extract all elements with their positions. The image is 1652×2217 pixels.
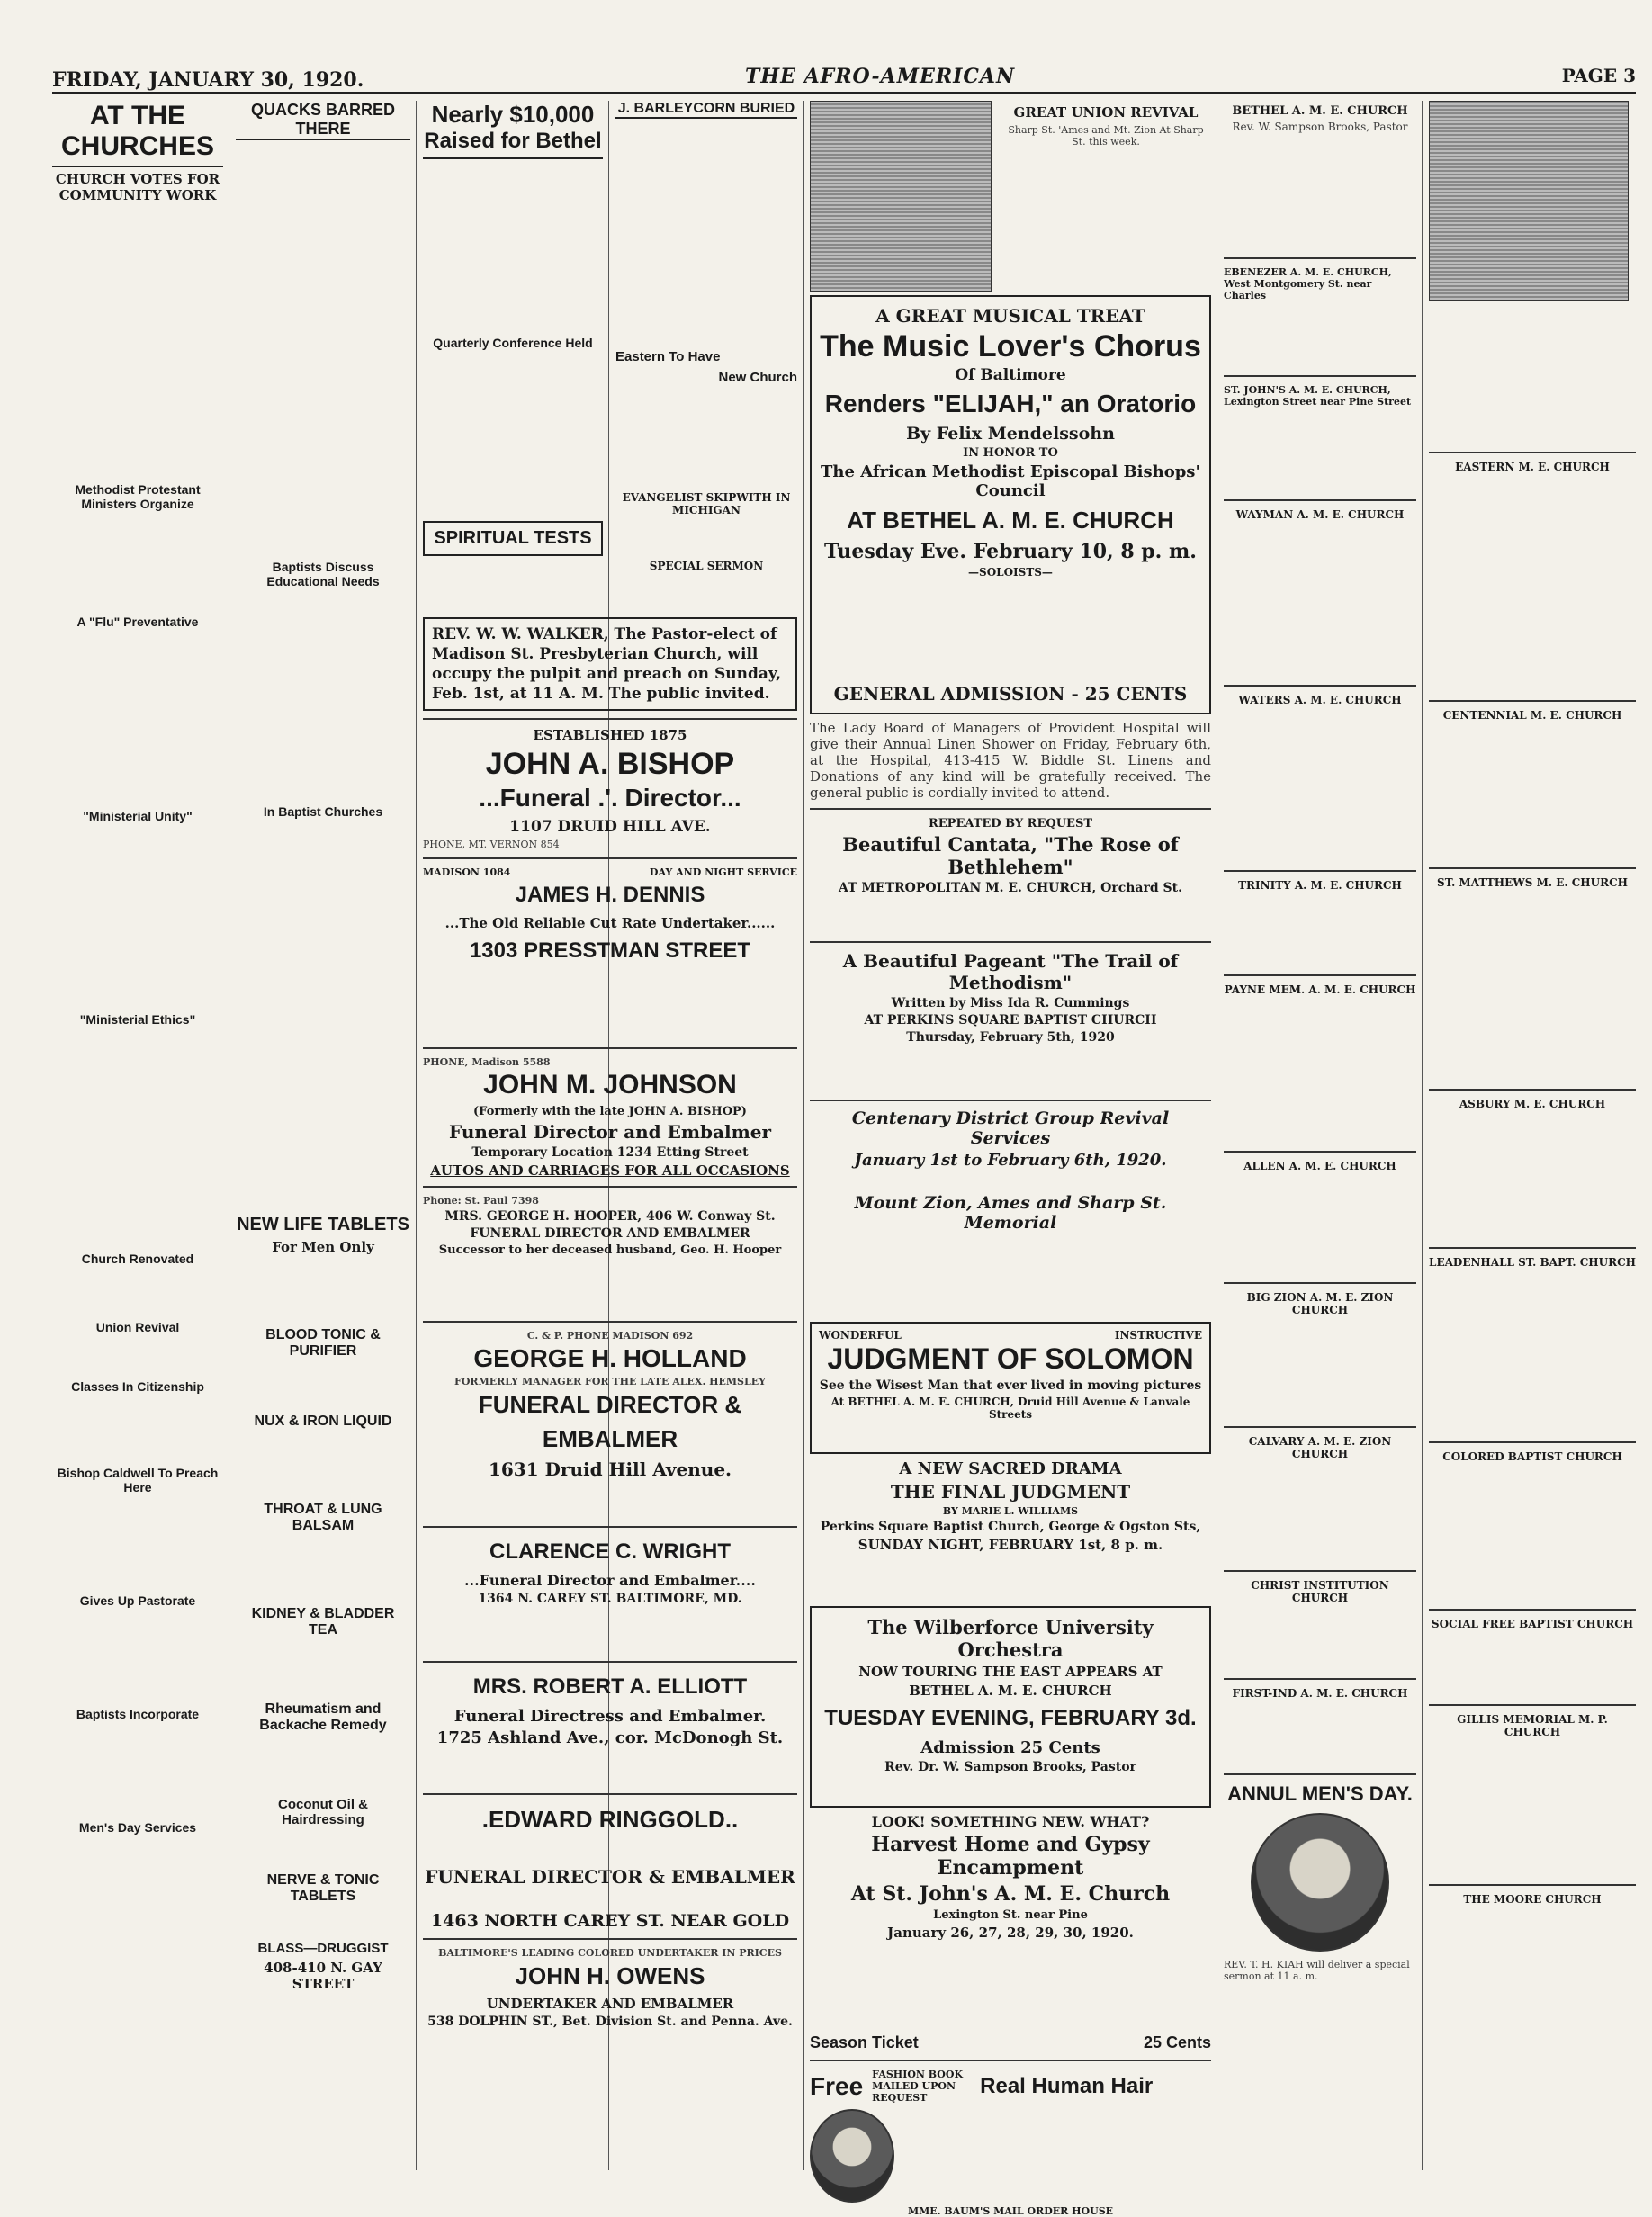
column-bethel-fund — [423, 101, 603, 605]
church-head: CENTENNIAL M. E. CHURCH — [1442, 709, 1622, 722]
cantata-at: AT METROPOLITAN M. E. CHURCH, Orchard St. — [839, 881, 1182, 895]
solomon-instructive: INSTRUCTIVE — [1114, 1329, 1202, 1342]
centenary-dates: January 1st to February 6th, 1920. — [854, 1151, 1167, 1170]
church-head: EASTERN M. E. CHURCH — [1455, 461, 1610, 473]
solomon-title: JUDGMENT OF SOLOMON — [827, 1342, 1194, 1375]
drama-at: Perkins Square Baptist Church, George & Ogston Sts, — [820, 1520, 1201, 1534]
hospital-notice: The Lady Board of Managers of Provident Hospital will give their Annual Linen Shower on Friday, February 6th, at the Hospital, 413-415 W. Biddle St. Linens and Donations of any kind will be gratefully received. The general public is cordially invited to attend. — [810, 720, 1211, 801]
church-head: BIG ZION A. M. E. ZION CHURCH — [1246, 1291, 1394, 1316]
orchestra-title: The Wilberforce University Orchestra — [867, 1616, 1154, 1661]
pageant-by: Written by Miss Ida R. Cummings — [891, 996, 1130, 1010]
musical-top: A GREAT MUSICAL TREAT — [875, 305, 1145, 327]
musical-when: Tuesday Eve. February 10, 8 p. m. — [824, 540, 1197, 563]
revival-head: GREAT UNION REVIVAL — [1013, 104, 1199, 121]
harvest-cents: 25 Cents — [1143, 2033, 1211, 2051]
pageant-at: AT PERKINS SQUARE BAPTIST CHURCH — [864, 1013, 1157, 1028]
dennis-address: 1303 PRESSTMAN STREET — [469, 938, 751, 963]
church-illustration — [810, 101, 992, 292]
hair-free: Free — [810, 2071, 864, 2100]
article-body — [52, 827, 223, 1007]
church-illustration — [1429, 101, 1629, 301]
owens-name: JOHN H. OWENS — [515, 1962, 705, 1989]
article-head: Baptists Discuss Educational Needs — [266, 560, 380, 588]
article-head: Eastern To Have — [615, 349, 721, 364]
article-body — [52, 633, 223, 803]
article-head: Men's Day Services — [78, 1820, 197, 1835]
fund-title-2: Raised for Bethel — [423, 129, 603, 159]
musical-renders: Renders "ELIJAH," an Oratorio — [824, 390, 1197, 417]
article-head: "Ministerial Ethics" — [79, 1012, 196, 1027]
spiritual-tests: SPIRITUAL TESTS — [423, 521, 603, 556]
solomon-sub: See the Wisest Man that ever lived in moving pictures — [819, 1378, 1202, 1393]
church-head: LEADENHALL ST. BAPT. CHURCH — [1429, 1256, 1636, 1269]
paper-name: THE AFRO-AMERICAN — [745, 65, 1016, 88]
bishop-name: JOHN A. BISHOP — [485, 747, 735, 781]
ad-head: NEW LIFE TABLETS — [237, 1215, 409, 1234]
pageant-when: Thursday, February 5th, 1920 — [906, 1030, 1115, 1045]
article-body — [423, 354, 603, 516]
church-head: WATERS A. M. E. CHURCH — [1238, 694, 1402, 706]
drama-when: SUNDAY NIGHT, FEBRUARY 1st, 8 p. m. — [857, 1537, 1163, 1553]
masthead — [52, 61, 1636, 94]
article-head: EVANGELIST SKIPWITH IN MICHIGAN — [622, 491, 791, 516]
kiah-portrait — [1251, 1813, 1389, 1952]
article-head: Classes In Citizenship — [71, 1379, 204, 1394]
article-body — [615, 520, 797, 556]
article-head: Baptists Incorporate — [76, 1707, 200, 1721]
johnson-address: Temporary Location 1234 Etting Street — [471, 1145, 749, 1160]
hooper-phone: Phone: St. Paul 7398 — [423, 1195, 539, 1207]
column-churches — [52, 101, 223, 2170]
centenary-title: Centenary District Group Revival Services — [851, 1108, 1170, 1148]
hooper-role: FUNERAL DIRECTOR AND EMBALMER — [470, 1226, 750, 1241]
holland-role: FUNERAL DIRECTOR & EMBALMER — [478, 1391, 742, 1452]
musical-chorus: The Music Lover's Chorus — [820, 329, 1201, 364]
johnson-former: (Formerly with the late JOHN A. BISHOP) — [473, 1105, 747, 1118]
johnson-phone: PHONE, Madison 5588 — [423, 1056, 551, 1068]
owens-address: 538 DOLPHIN ST., Bet. Division St. and Penna. Ave. — [427, 2015, 793, 2029]
elliott-name: MRS. ROBERT A. ELLIOTT — [472, 1674, 748, 1699]
harvest-street: Lexington St. near Pine — [933, 1908, 1088, 1922]
ringgold-name: .EDWARD RINGGOLD.. — [481, 1806, 739, 1833]
musical-treat-ad — [810, 295, 1211, 714]
drama-t2: THE FINAL JUDGMENT — [890, 1481, 1131, 1503]
bishop-address: 1107 DRUID HILL AVE. — [509, 818, 711, 836]
wright-name: CLARENCE C. WRIGHT — [489, 1539, 731, 1564]
church-head: SOCIAL FREE BAPTIST CHURCH — [1431, 1618, 1634, 1630]
orchestra-when: TUESDAY EVENING, FEBRUARY 3d. — [824, 1706, 1197, 1730]
orchestra-rev: Rev. Dr. W. Sampson Brooks, Pastor — [884, 1760, 1136, 1774]
church-head: ASBURY M. E. CHURCH — [1459, 1098, 1606, 1110]
hooper-name: MRS. GEORGE H. HOOPER, 406 W. Conway St. — [444, 1209, 776, 1224]
cantata-title: Beautiful Cantata, "The Rose of Bethlehem" — [842, 833, 1179, 878]
church-head: COLORED BAPTIST CHURCH — [1442, 1450, 1622, 1463]
harvest-dates: January 26, 27, 28, 29, 30, 1920. — [887, 1925, 1134, 1941]
fund-title: Nearly $10,000 — [431, 101, 595, 128]
bishop-phone: PHONE, MT. VERNON 854 — [423, 839, 560, 850]
harvest-at: At St. John's A. M. E. Church — [850, 1882, 1171, 1906]
churches-subhead: CHURCH VOTES FOR COMMUNITY WORK — [55, 171, 220, 203]
article-body — [52, 1030, 223, 1246]
hair-address: MME. BAUM'S MAIL ORDER HOUSE — [907, 2205, 1114, 2217]
ad-head: Coconut Oil & Hairdressing — [278, 1797, 368, 1827]
article-head: A "Flu" Preventative — [76, 615, 199, 629]
annul-mens-day: ANNUL MEN'S DAY. — [1227, 1782, 1413, 1805]
article-body — [236, 140, 410, 554]
solomon-wonderful: WONDERFUL — [819, 1329, 902, 1342]
article-head: SPECIAL SERMON — [649, 560, 764, 572]
ad-head: BLOOD TONIC & PURIFIER — [265, 1327, 381, 1359]
church-head: CHRIST INSTITUTION CHURCH — [1251, 1579, 1389, 1604]
event-ads — [810, 101, 1211, 2217]
article-body — [52, 1397, 223, 1460]
ad-head: NUX & IRON LIQUID — [254, 1414, 392, 1429]
article-body — [52, 1338, 223, 1374]
solomon-at: At BETHEL A. M. E. CHURCH, Druid Hill Avenue & Lanvale Streets — [830, 1396, 1190, 1421]
church-head: WAYMAN A. M. E. CHURCH — [1235, 508, 1405, 521]
ringgold-address: 1463 NORTH CAREY ST. NEAR GOLD — [430, 1911, 790, 1931]
bishop-established: ESTABLISHED 1875 — [533, 727, 687, 743]
church-head: ST. JOHN'S A. M. E. CHURCH, Lexington Street near Pine Street — [1224, 384, 1412, 408]
owens-role: UNDERTAKER AND EMBALMER — [486, 1996, 734, 2012]
drama-t1: A NEW SACRED DRAMA — [899, 1459, 1122, 1478]
article-body — [52, 1725, 223, 1815]
issue-date: FRIDAY, JANUARY 30, 1920. — [52, 68, 364, 92]
ad-head: KIDNEY & BLADDER TEA — [251, 1606, 395, 1638]
article-body — [615, 119, 797, 344]
article-head: Church Renovated — [81, 1252, 194, 1266]
article-head: Bishop Caldwell To Preach Here — [57, 1466, 219, 1494]
ringgold-role: FUNERAL DIRECTOR & EMBALMER — [425, 1866, 795, 1888]
orchestra-ad — [810, 1606, 1211, 1808]
dennis-role: ...The Old Reliable Cut Rate Undertaker...... — [444, 915, 776, 931]
church-head: PAYNE MEM. A. M. E. CHURCH — [1224, 983, 1416, 996]
article-head: Gives Up Pastorate — [79, 1593, 196, 1608]
walker-notice: REV. W. W. WALKER, The Pastor-elect of Madison St. Presbyterian Church, will occupy the pulpit and preach on Sunday, Feb. 1st, at 11 A. M. The public invited. — [423, 617, 797, 711]
ad-head: NERVE & TONIC TABLETS — [266, 1872, 380, 1904]
bishop-role: ...Funeral .'. Director... — [479, 784, 741, 812]
elliott-role: Funeral Directress and Embalmer. — [453, 1707, 767, 1726]
hair-portrait — [810, 2109, 894, 2203]
article-head: Union Revival — [95, 1320, 180, 1334]
johnson-role: Funeral Director and Embalmer — [449, 1121, 771, 1143]
holland-phone: C. & P. PHONE MADISON 692 — [526, 1330, 694, 1342]
church-head: EBENEZER A. M. E. CHURCH, West Montgomery St. near Charles — [1224, 266, 1392, 301]
article-head: J. BARLEYCORN BURIED — [615, 101, 797, 119]
elliott-address: 1725 Ashland Ave., cor. McDonogh St. — [436, 1728, 784, 1747]
article-body — [52, 515, 223, 609]
centenary-churches: Mount Zion, Ames and Sharp St. Memorial — [854, 1193, 1167, 1233]
dennis-phone: MADISON 1084 — [423, 866, 511, 878]
church-head: BETHEL A. M. E. CHURCH — [1232, 104, 1408, 118]
johnson-autos: AUTOS AND CARRIAGES FOR ALL OCCASIONS — [430, 1162, 790, 1179]
church-pastor: Rev. W. Sampson Brooks, Pastor — [1232, 121, 1408, 133]
ad-head: Rheumatism and Backache Remedy — [259, 1701, 387, 1733]
ad-sub: For Men Only — [272, 1239, 374, 1255]
holland-name: GEORGE H. HOLLAND — [473, 1344, 747, 1372]
column-me-churches — [1429, 101, 1636, 2170]
orchestra-tour: NOW TOURING THE EAST APPEARS AT — [858, 1664, 1163, 1680]
wright-role: ...Funeral Director and Embalmer.... — [464, 1572, 756, 1589]
druggist-address: 408-410 N. GAY STREET — [264, 1960, 382, 1992]
article-head: In Baptist Churches — [263, 804, 383, 819]
church-head: ALLEN A. M. E. CHURCH — [1243, 1160, 1396, 1172]
church-head: FIRST-IND A. M. E. CHURCH — [1232, 1687, 1408, 1700]
article-head: Methodist Protestant Ministers Organize — [75, 482, 201, 511]
musical-soloists: —SOLOISTS— — [968, 566, 1053, 579]
article-body — [52, 1270, 223, 1315]
church-head: GILLIS MEMORIAL M. P. CHURCH — [1457, 1713, 1608, 1738]
musical-council: The African Methodist Episcopal Bishops' Council — [821, 462, 1200, 500]
orchestra-admission: Admission 25 Cents — [920, 1738, 1100, 1757]
orchestra-at: BETHEL A. M. E. CHURCH — [909, 1683, 1112, 1699]
article-head: QUACKS BARRED THERE — [236, 101, 410, 140]
column-barleycorn — [615, 101, 797, 605]
article-body — [52, 1611, 223, 1701]
hair-title: Real Human Hair — [980, 2073, 1154, 2098]
article-body — [615, 389, 797, 488]
musical-of: Of Baltimore — [955, 366, 1066, 384]
article-head-2: New Church — [718, 370, 797, 385]
holland-former: FORMERLY MANAGER FOR THE LATE ALEX. HEMSLEY — [454, 1376, 766, 1387]
pageant-title: A Beautiful Pageant "The Trail of Methodism" — [842, 950, 1179, 993]
musical-admission: GENERAL ADMISSION - 25 CENTS — [833, 683, 1188, 705]
church-head: TRINITY A. M. E. CHURCH — [1238, 879, 1402, 892]
church-head: ST. MATTHEWS M. E. CHURCH — [1437, 876, 1628, 889]
dennis-service: DAY AND NIGHT SERVICE — [649, 866, 797, 878]
column-ame-churches — [1224, 101, 1416, 2170]
kiah-caption: REV. T. H. KIAH will deliver a special sermon at 11 a. m. — [1224, 1959, 1410, 1982]
harvest-season: Season Ticket — [810, 2033, 919, 2051]
dennis-name: JAMES H. DENNIS — [515, 883, 705, 907]
church-head: CALVARY A. M. E. ZION CHURCH — [1248, 1435, 1392, 1460]
article-body — [52, 1498, 223, 1588]
musical-by: By Felix Mendelssohn — [906, 424, 1115, 444]
funeral-ads — [423, 612, 797, 2177]
churches-title: AT THE CHURCHES — [52, 101, 223, 167]
article-body — [236, 592, 410, 799]
solomon-ad — [810, 1322, 1211, 1454]
harvest-title: Harvest Home and Gypsy Encampment — [871, 1833, 1150, 1880]
column-drugstore — [236, 101, 410, 2170]
musical-honor: IN HONOR TO — [963, 446, 1058, 460]
article-body — [52, 207, 223, 477]
wright-address: 1364 N. CAREY ST. BALTIMORE, MD. — [478, 1592, 742, 1606]
page-number: PAGE 3 — [1561, 65, 1636, 86]
druggist: BLASS—DRUGGIST — [257, 1941, 389, 1956]
hair-fashion: FASHION BOOK MAILED UPON REQUEST — [872, 2069, 964, 2104]
article-head: Quarterly Conference Held — [433, 336, 593, 350]
church-head: THE MOORE CHURCH — [1463, 1893, 1602, 1906]
owens-top: BALTIMORE'S LEADING COLORED UNDERTAKER IN PRICES — [438, 1947, 782, 1959]
article-head: "Ministerial Unity" — [83, 809, 193, 823]
holland-address: 1631 Druid Hill Avenue. — [488, 1459, 732, 1480]
article-body — [236, 822, 410, 1209]
revival-line: Sharp St. 'Ames and Mt. Zion At Sharp St. this week. — [1008, 124, 1204, 148]
harvest-look: LOOK! SOMETHING NEW. WHAT? — [871, 1813, 1150, 1830]
drama-by: BY MARIE L. WILLIAMS — [942, 1505, 1079, 1517]
johnson-name: JOHN M. JOHNSON — [483, 1070, 737, 1100]
hooper-successor: Successor to her deceased husband, Geo. H. Hooper — [438, 1243, 782, 1257]
musical-at: AT BETHEL A. M. E. CHURCH — [847, 507, 1174, 534]
ad-head: THROAT & LUNG BALSAM — [264, 1502, 382, 1533]
article-body — [423, 159, 603, 330]
cantata-repeat: REPEATED BY REQUEST — [928, 817, 1093, 830]
